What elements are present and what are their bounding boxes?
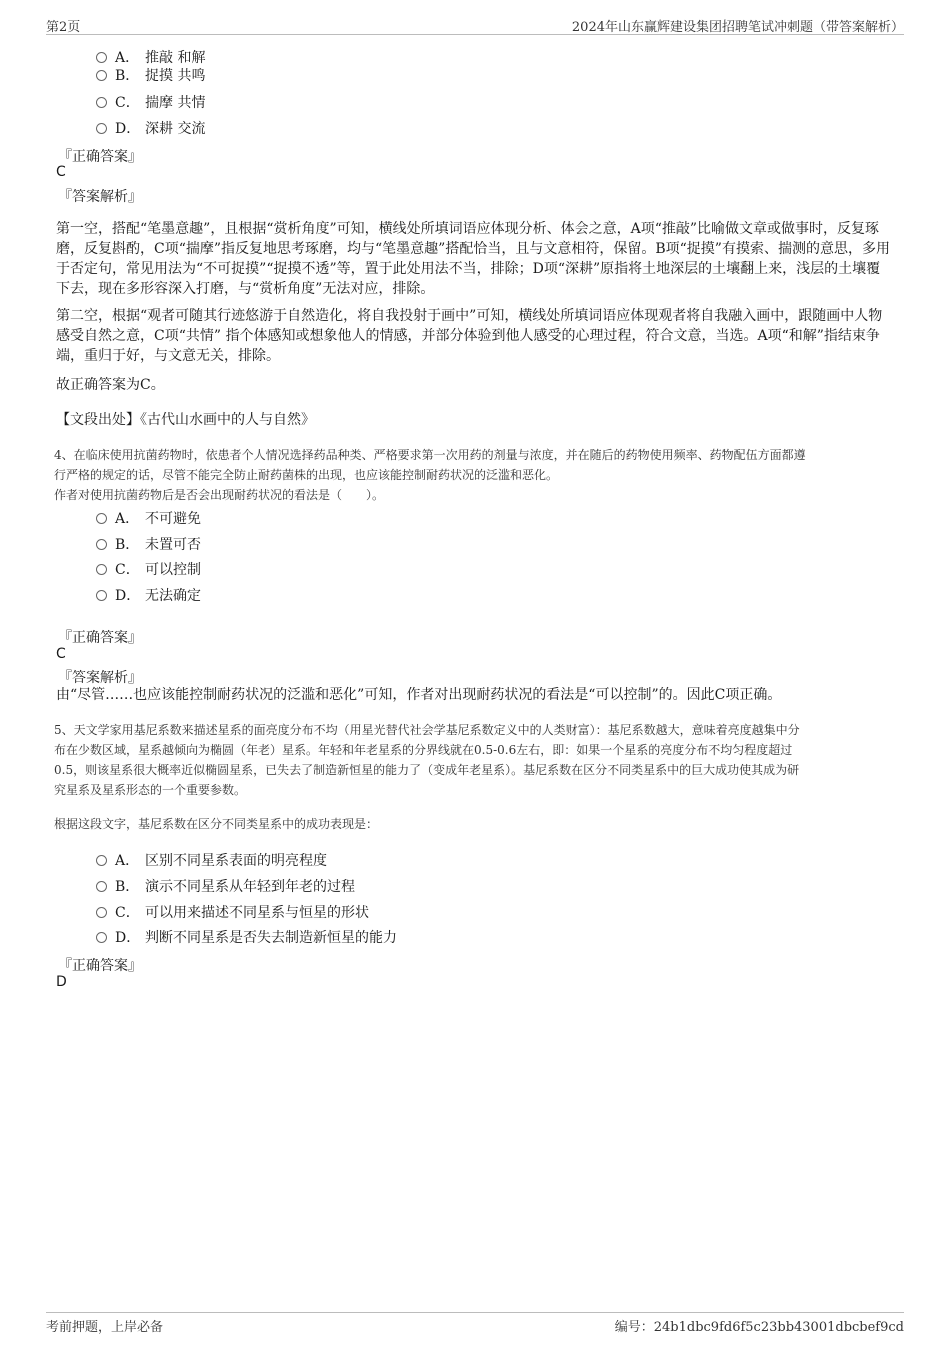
q5-answer-label: 『正确答案』 xyxy=(58,958,142,974)
radio-icon[interactable] xyxy=(96,590,107,601)
q3-conclusion: 故正确答案为C。 xyxy=(56,377,165,393)
q3-analysis-label: 『答案解析』 xyxy=(58,189,142,205)
q4-analysis-label: 『答案解析』 xyxy=(58,670,142,686)
q3-answer: C xyxy=(56,164,66,180)
q4-stem-line: 行严格的规定的话，尽管不能完全防止耐药菌株的出现，也应该能控制耐药状况的泛滥和恶化。 xyxy=(54,468,559,482)
q3-source: 【文段出处】《古代山水画中的人与自然》 xyxy=(56,412,315,428)
document-title: 2024年山东赢辉建设集团招聘笔试冲刺题（带答案解析） xyxy=(571,20,904,35)
q5-stem-line: 0.5，则该星系很大概率近似椭圆星系，已失去了制造新恒星的能力了（变成年老星系）。基尼系数在区分不同类星系中的巨大成功使其成为研 xyxy=(54,763,800,777)
radio-icon[interactable] xyxy=(96,123,107,134)
radio-icon[interactable] xyxy=(96,70,107,81)
radio-icon[interactable] xyxy=(96,564,107,575)
q5-stem-line: 布在少数区域，星系越倾向为椭圆（年老）星系。年轻和年老星系的分界线就在0.5-0.6左右，即：如果一个星系的亮度分布不均匀程度超过 xyxy=(54,743,793,757)
q3-option-b[interactable]: B． 捉摸 共鸣 xyxy=(96,65,205,85)
radio-icon[interactable] xyxy=(96,932,107,943)
q4-stem-line: 4、在临床使用抗菌药物时，依患者个人情况选择药品种类、严格要求第一次用药的剂量与浓度，并在随后的药物使用频率、药物配伍方面都遵 xyxy=(54,448,806,462)
radio-icon[interactable] xyxy=(96,539,107,550)
q4-option-d[interactable]: D． 无法确定 xyxy=(96,585,201,605)
q4-answer-label: 『正确答案』 xyxy=(58,630,142,646)
q4-option-a[interactable]: A． 不可避免 xyxy=(96,508,201,528)
q3-option-c[interactable]: C． 揣摩 共情 xyxy=(96,92,205,112)
radio-icon[interactable] xyxy=(96,907,107,918)
radio-icon[interactable] xyxy=(96,855,107,866)
q3-analysis-paragraph-2: 第二空，根据“观者可随其行迹悠游于自然造化，将自我投射于画中”可知，横线处所填词语应体现观者将自我融入画中，跟随画中人物感受自然之意，C项“共情” 指个体感知或想象他人的情感，并部分体验到他人感受的心理过程，符合文意，当选。A项“和解”指结束争端，重归于好，与文意无关，排除。 xyxy=(56,308,883,364)
q5-option-d[interactable]: D． 判断不同星系是否失去制造新恒星的能力 xyxy=(96,927,397,947)
q3-analysis-paragraph-1: 第一空，搭配“笔墨意趣”，且根据“赏析角度”可知，横线处所填词语应体现分析、体会之意，A项“推敲”比喻做文章或做事时，反复琢磨，反复斟酌，C项“揣摩”指反复地思考琢磨，均与“笔墨意趣”搭配恰当，且与文意相符，保留。B项“捉摸”有摸索、揣测的意思，多用于否定句，常见用法为“不可捉摸”“捉摸不透”等，置于此处用法不当，排除；D项“深耕”原指将土地深层的土壤翻上来，浅层的土壤覆下去，现在多形容深入打磨，与“赏析角度”无法对应，排除。 xyxy=(56,221,890,297)
q4-answer: C xyxy=(56,646,66,662)
page-header xyxy=(46,14,904,35)
radio-icon[interactable] xyxy=(96,881,107,892)
q4-question: 作者对使用抗菌药物后是否会出现耐药状况的看法是（ ）。 xyxy=(54,488,385,502)
q5-stem-line: 5、天文学家用基尼系数来描述星系的面亮度分布不均（用星光替代社会学基尼系数定义中的人类财富）：基尼系数越大，意味着亮度越集中分 xyxy=(54,723,800,737)
q3-answer-label: 『正确答案』 xyxy=(58,149,142,165)
q4-option-c[interactable]: C． 可以控制 xyxy=(96,559,201,579)
page-number: 第2页 xyxy=(46,20,81,35)
q3-option-d[interactable]: D． 深耕 交流 xyxy=(96,118,205,138)
q3-option-a[interactable]: A． 推敲 和解 xyxy=(96,47,205,67)
radio-icon[interactable] xyxy=(96,97,107,108)
q5-option-a[interactable]: A． 区别不同星系表面的明亮程度 xyxy=(96,850,327,870)
q5-question: 根据这段文字，基尼系数在区分不同类星系中的成功表现是： xyxy=(54,817,379,831)
q5-option-b[interactable]: B． 演示不同星系从年轻到年老的过程 xyxy=(96,876,355,896)
document-serial: 编号：24b1dbc9fd6f5c23bb43001dbcbef9cd xyxy=(614,1320,904,1335)
q4-option-b[interactable]: B． 未置可否 xyxy=(96,534,201,554)
q5-option-c[interactable]: C． 可以用来描述不同星系与恒星的形状 xyxy=(96,902,369,922)
radio-icon[interactable] xyxy=(96,52,107,63)
radio-icon[interactable] xyxy=(96,513,107,524)
footer-slogan: 考前押题，上岸必备 xyxy=(46,1320,164,1335)
q5-answer: D xyxy=(56,974,67,990)
page-footer xyxy=(46,1312,904,1337)
q4-analysis: 由“尽管……也应该能控制耐药状况的泛滥和恶化”可知，作者对出现耐药状况的看法是“可以控制”的。因此C项正确。 xyxy=(56,687,782,703)
q5-stem-line: 究星系及星系形态的一个重要参数。 xyxy=(54,783,247,797)
